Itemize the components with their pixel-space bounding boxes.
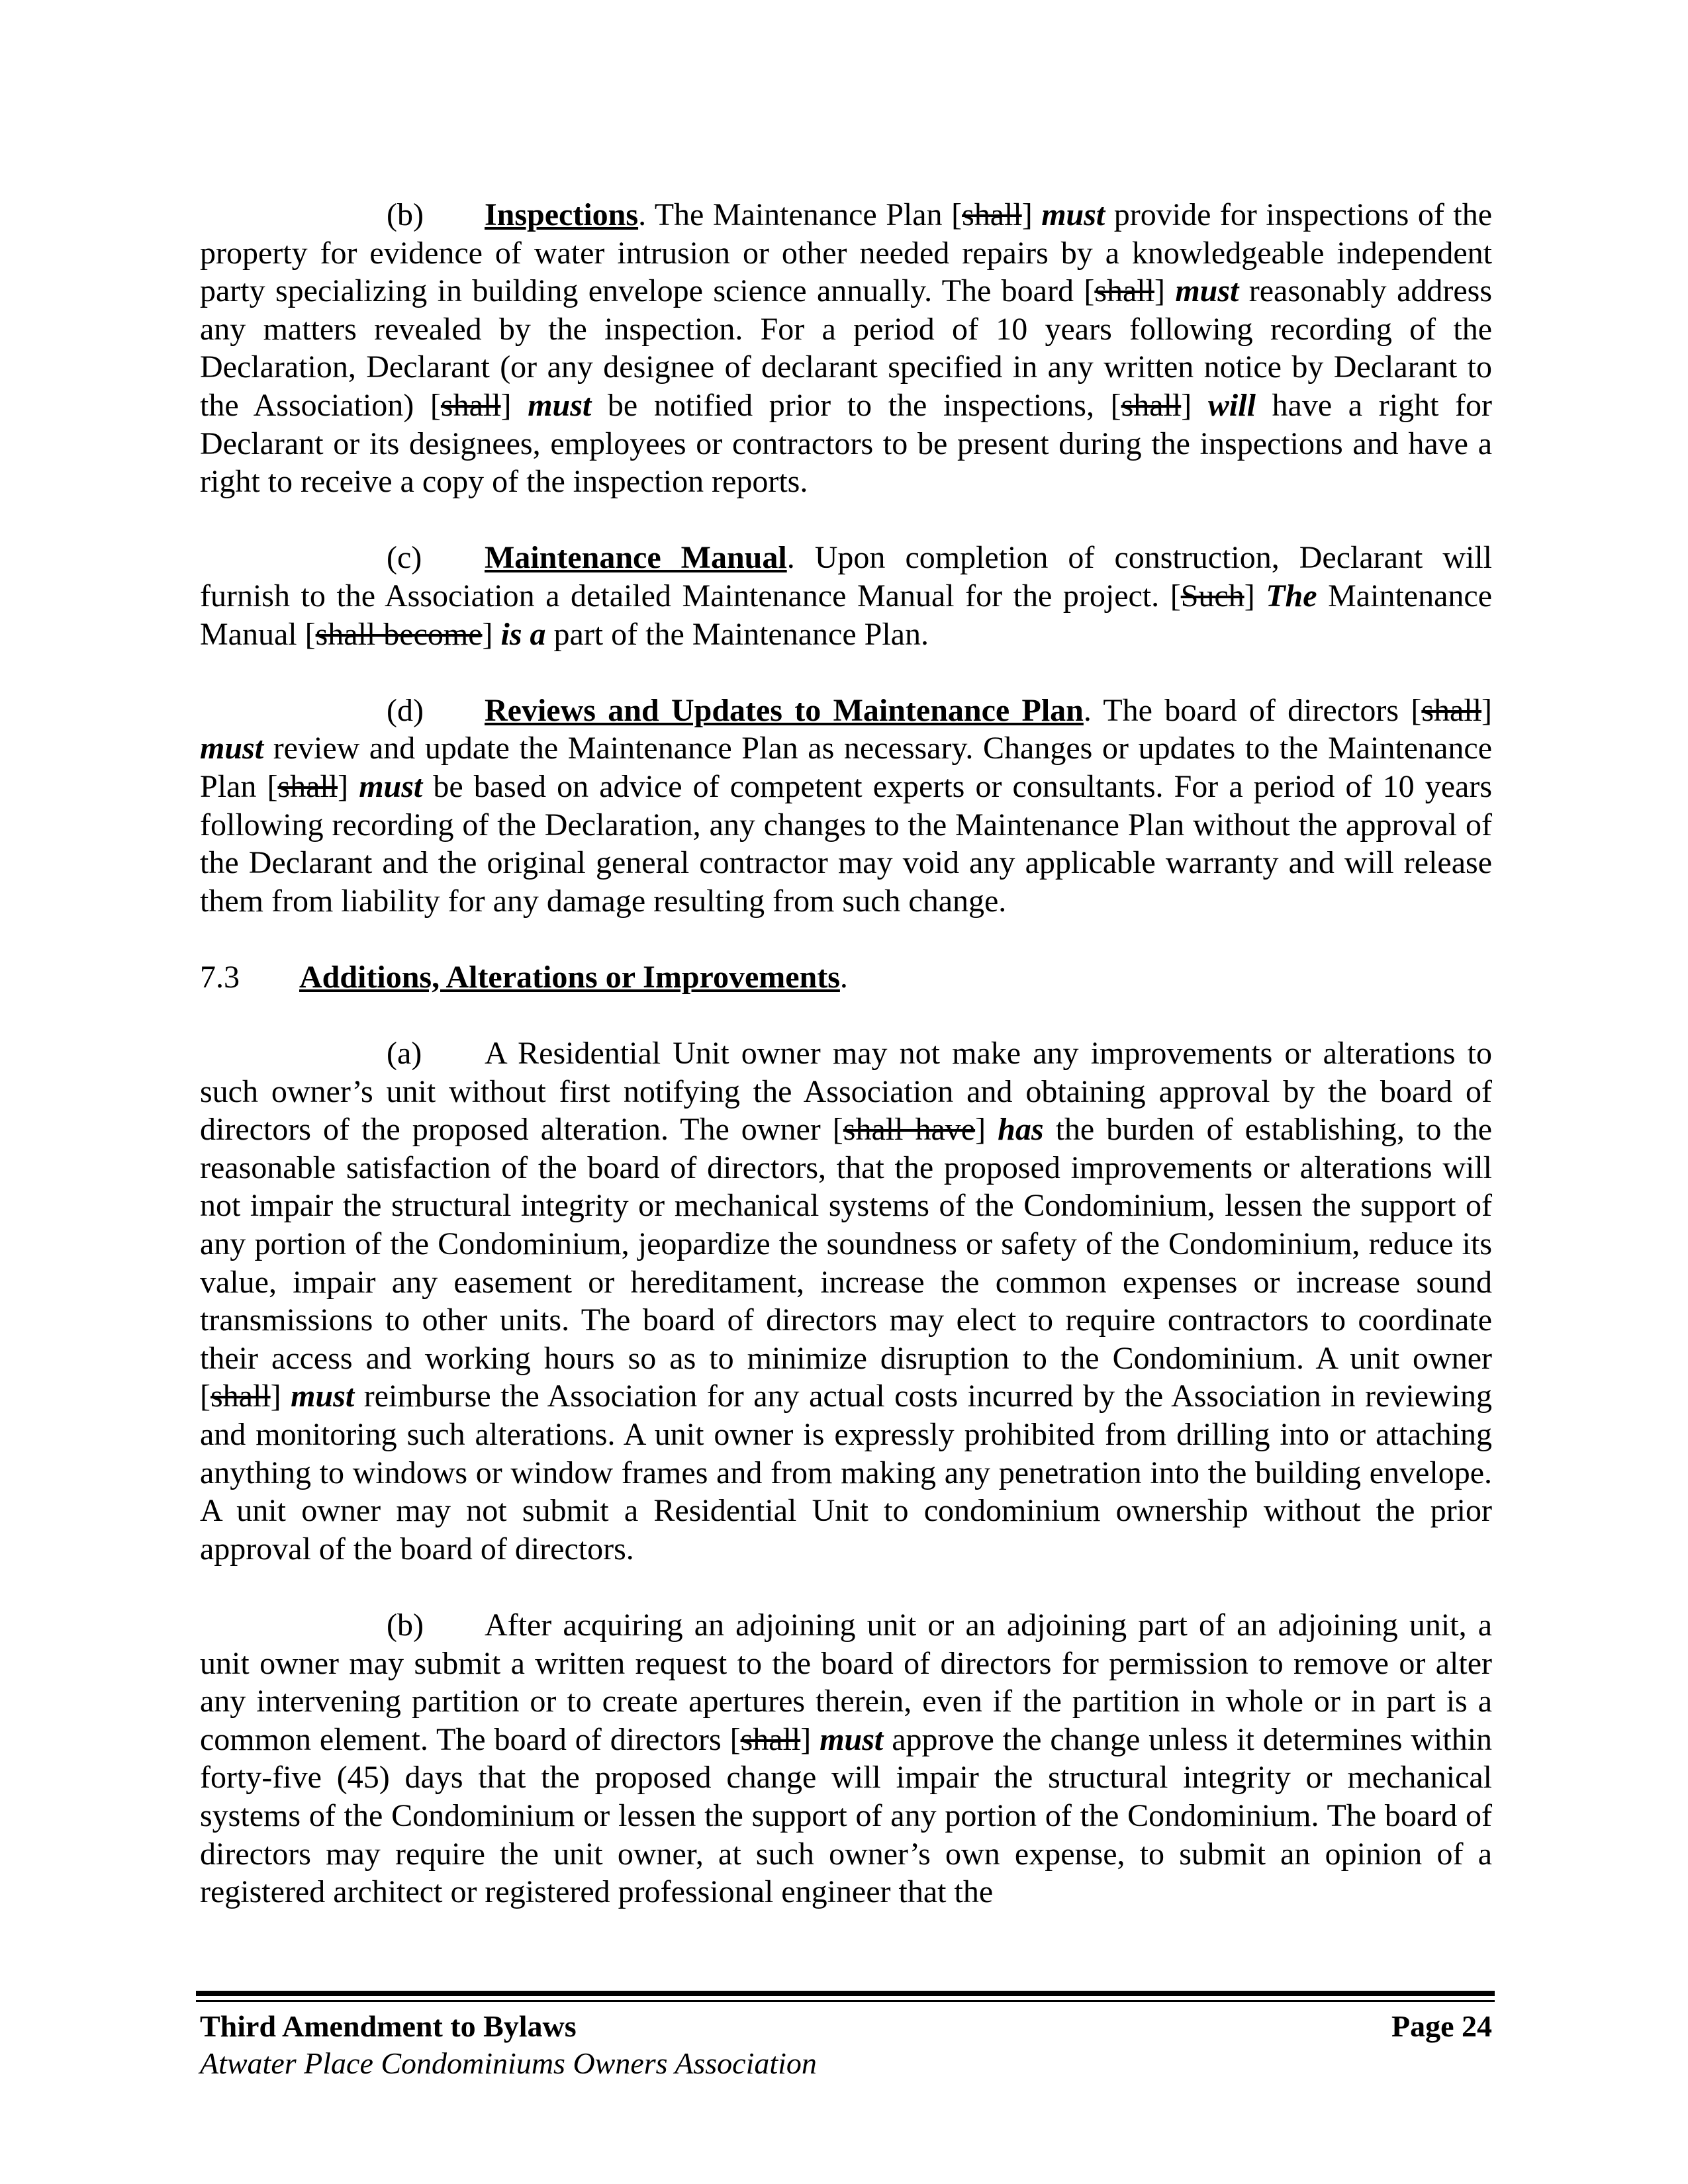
inserted-text: must <box>820 1721 884 1757</box>
section-heading: Reviews and Updates to Maintenance Plan <box>485 692 1084 728</box>
inserted-text: The <box>1266 578 1317 614</box>
deleted-text: shall <box>277 768 338 804</box>
deleted-text: shall have <box>843 1112 976 1148</box>
inserted-text: must <box>200 731 264 766</box>
paragraph-d-reviews-updates: (d) Reviews and Updates to Maintenance Plan. The board of directors [shall] must review and update the Maintenance Plan as necessary. Changes or updates to the Maintenance Plan [shall] must be based on advice of competent experts or consultants. For a period of 10 years following recording of the Declaration, any changes to the Maintenance Plan without the approval of the Declarant and the original general contractor may void any applicable warranty and will release them from liability for any damage resulting from such change. <box>200 692 1493 919</box>
deleted-text: shall <box>440 387 501 423</box>
inserted-text: must <box>291 1379 355 1414</box>
deleted-text: shall become <box>315 616 483 652</box>
section-7-3-heading: 7.3 Additions, Alterations or Improvements. <box>200 958 1492 997</box>
footer-association-name: Atwater Place Condominiums Owners Association <box>200 2046 817 2080</box>
paragraph-c-maintenance-manual: (c) Maintenance Manual. Upon completion of construction, Declarant will furnish to the Association a detailed Maintenance Manual for the project. [Such] The Maintenance Manual [shall become] is a part of the Maintenance Plan. <box>200 540 1493 652</box>
inserted-text: must <box>1041 197 1105 232</box>
document-body <box>200 196 1492 1949</box>
section-heading: Maintenance Manual <box>485 540 787 576</box>
deleted-text: shall <box>740 1721 801 1757</box>
section-heading: Inspections <box>485 197 639 232</box>
paragraph-label: (d) <box>387 692 424 728</box>
footer-divider-thick <box>196 1991 1495 1996</box>
section-number: 7.3 <box>200 959 240 995</box>
paragraph-label: (a) <box>387 1036 422 1071</box>
paragraph-label: (c) <box>387 540 422 576</box>
inserted-text: must <box>359 768 423 804</box>
inserted-text: is a <box>500 616 546 652</box>
paragraph-7-3-b: (b) After acquiring an adjoining unit or an adjoining part of an adjoining unit, a unit owner may submit a written request to the board of directors for permission to remove or alter any intervening partition or to create apertures therein, even if the partition in whole or in part is a common element. The board of directors [shall] must approve the change unless it determines within forty-five (45) days that the proposed change will impair the structural integrity or mechanical systems of the Condominium or lessen the support of any portion of the Condominium. The board of directors may require the unit owner, at such owner’s own expense, to submit an opinion of a registered architect or registered professional engineer that the <box>200 1607 1493 1910</box>
inserted-text: will <box>1207 387 1256 423</box>
inserted-text: must <box>528 387 592 423</box>
deleted-text: shall <box>1121 387 1182 423</box>
inserted-text: has <box>998 1112 1044 1148</box>
paragraph-7-3-a: (a) A Residential Unit owner may not make any improvements or alterations to such owner’s unit without first notifying the Association and obtaining approval by the board of directors of the proposed alteration. The owner [shall have] has the burden of establishing, to the reasonable satisfaction of the board of directors, that the proposed improvements or alterations will not impair the structural integrity or mechanical systems of the Condominium, lessen the support of any portion of the Condominium, jeopardize the soundness or safety of the Condominium, reduce its value, impair any easement or hereditament, increase the common expenses or increase sound transmissions to other units. The board of directors may elect to require contractors to coordinate their access and working hours so as to minimize disruption to the Condominium. A unit owner [shall] must reimburse the Association for any actual costs incurred by the Association in reviewing and monitoring such alterations. A unit owner is expressly prohibited from drilling into or attaching anything to windows or window frames and from making any penetration into the building envelope. A unit owner may not submit a Residential Unit to condominium ownership without the prior approval of the board of directors. <box>200 1036 1493 1567</box>
deleted-text: shall <box>1094 273 1154 309</box>
deleted-text: Such <box>1180 578 1244 614</box>
paragraph-label: (b) <box>387 197 424 232</box>
footer-page-number: Page 24 <box>1391 2009 1492 2043</box>
footer-document-title: Third Amendment to Bylaws <box>200 2009 577 2043</box>
inserted-text: must <box>1175 273 1239 309</box>
deleted-text: shall <box>1421 692 1482 728</box>
section-title: Additions, Alterations or Improvements <box>299 959 840 995</box>
deleted-text: shall <box>210 1379 271 1414</box>
paragraph-label: (b) <box>387 1607 424 1643</box>
deleted-text: shall <box>962 197 1022 232</box>
footer-divider-thin <box>196 2000 1495 2002</box>
paragraph-b-inspections: (b) Inspections. The Maintenance Plan [shall] must provide for inspections of the property for evidence of water intrusion or other needed repairs by a knowledgeable independent party specializing in building envelope science annually. The board [shall] must reasonably address any matters revealed by the inspection. For a period of 10 years following recording of the Declaration, Declarant (or any designee of declarant specified in any written notice by Declarant to the Association) [shall] must be notified prior to the inspections, [shall] will have a right for Declarant or its designees, employees or contractors to be present during the inspections and have a right to receive a copy of the inspection reports. <box>200 197 1493 500</box>
